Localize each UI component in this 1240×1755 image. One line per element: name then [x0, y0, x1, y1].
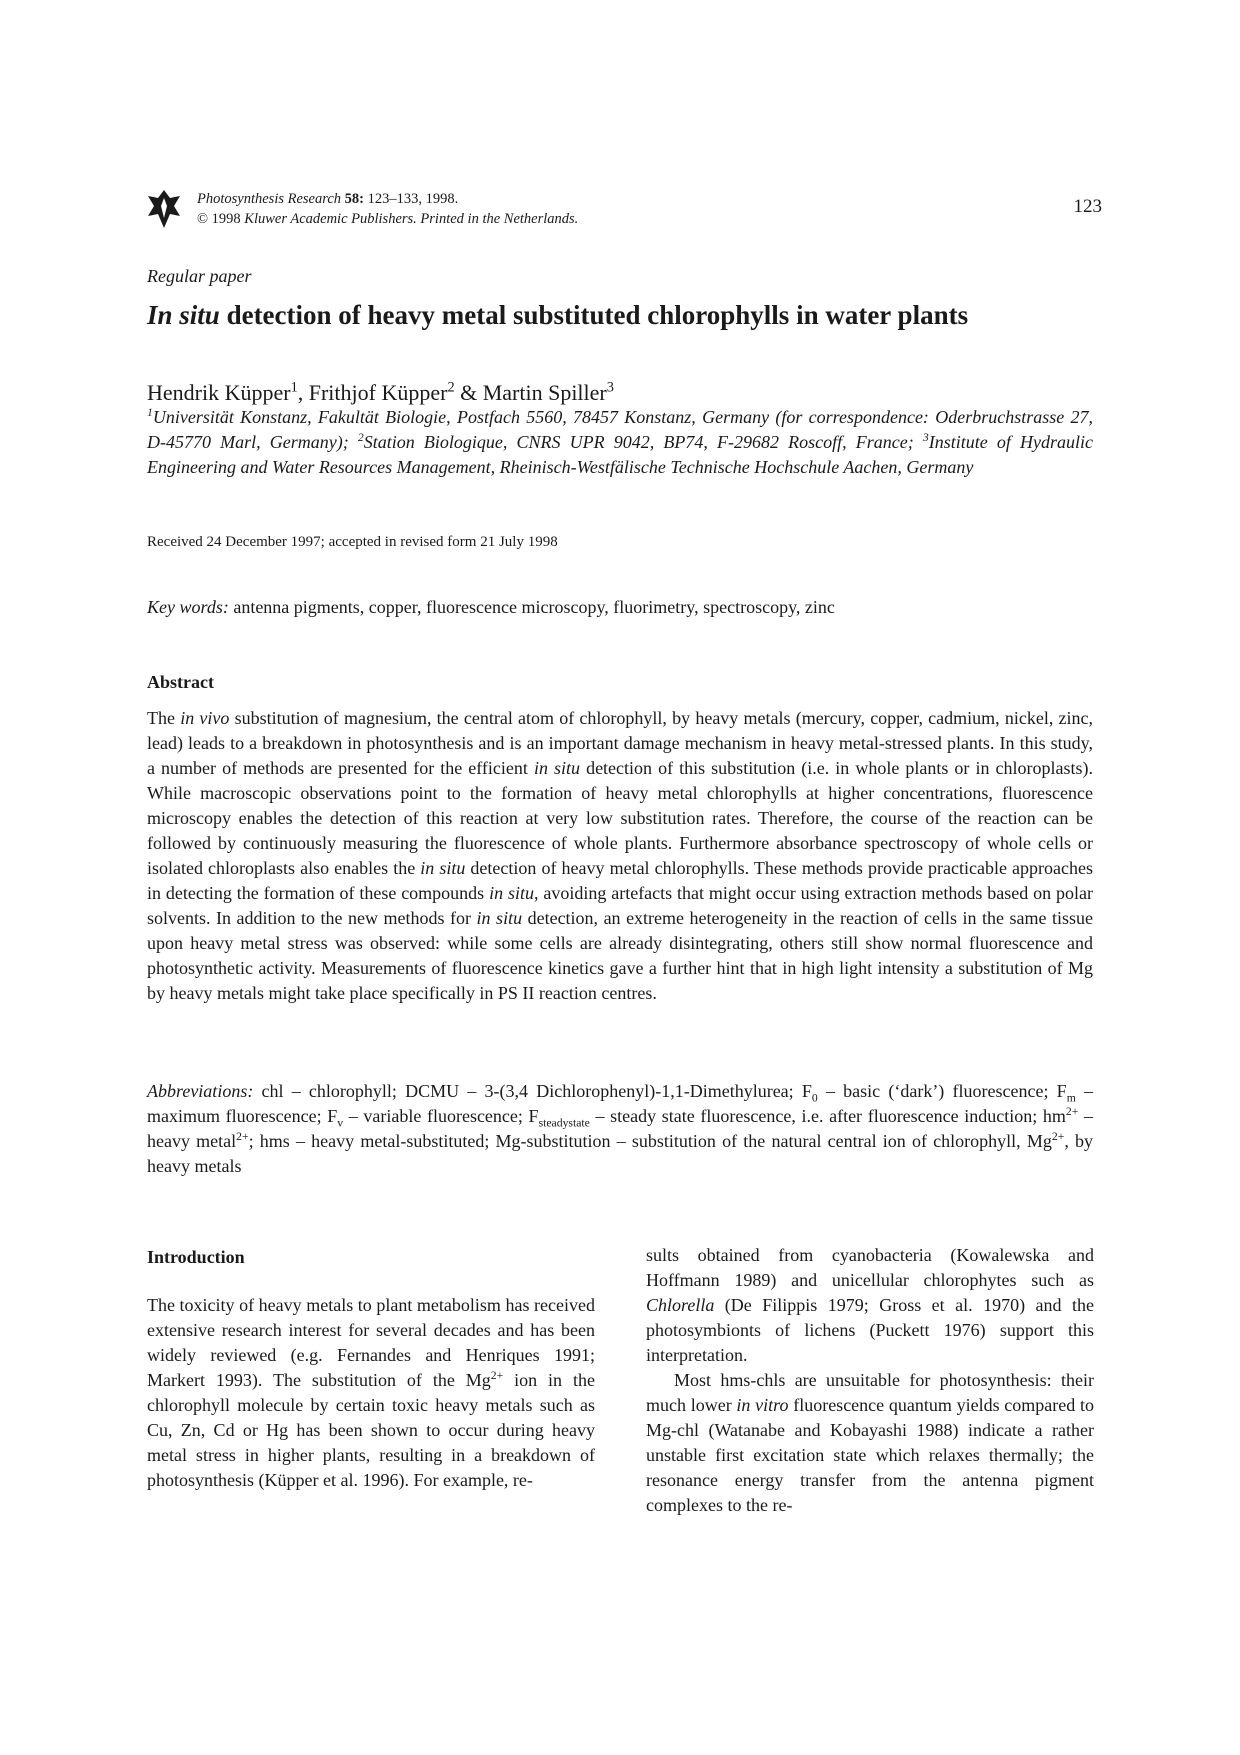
intro-text: ion in the chlorophyll molecule by certain toxic heavy metals such as Cu, Zn, Cd or Hg has been shown to occur during heavy metal stress in higher plants, resulting in a breakdown of photosynthesis (Küpper et al. 1996). For example, re- — [147, 1370, 595, 1490]
introduction-right-column — [646, 1243, 1094, 1518]
abbr-text: – basic (‘dark’) fluorescence; F — [817, 1081, 1067, 1101]
paper-title — [147, 300, 1107, 331]
abbr-sup: 2+ — [1065, 1105, 1079, 1118]
keywords-text: antenna pigments, copper, fluorescence microscopy, fluorimetry, spectroscopy, zinc — [228, 597, 835, 617]
publisher: Kluwer Academic Publishers. — [244, 211, 417, 227]
affil-3-mark: 3 — [922, 431, 929, 444]
intro-italic: Chlorella — [646, 1295, 715, 1315]
author-list — [147, 380, 614, 406]
abbreviations-label: Abbreviations: — [147, 1081, 254, 1101]
intro-sup: 2+ — [490, 1369, 504, 1382]
abstract-italic: in situ — [489, 883, 534, 903]
abbr-sup: 2+ — [1051, 1130, 1065, 1143]
author-2: , Frithjof Küpper — [297, 380, 448, 405]
page-number: 123 — [1073, 196, 1102, 217]
intro-text: fluorescence quantum yields compared to Mg-chl (Watanabe and Kobayashi 1988) indicate a rather unstable first excitation state which relaxes thermally; the resonance energy transfer from the antenna pigment complexes to the re- — [646, 1395, 1094, 1515]
intro-paragraph — [646, 1243, 1094, 1368]
title-italic: In situ — [147, 300, 220, 330]
journal-header — [197, 189, 578, 229]
journal-pages: 123–133, 1998. — [367, 191, 459, 207]
intro-text: Most hms-chls are unsuitable for photosynthesis: their much lower — [646, 1370, 1094, 1415]
abbreviations — [147, 1079, 1093, 1179]
abbr-text: ; hms – heavy metal-substituted; Mg-substitution – substitution of the natural central ion of chlorophyll, Mg — [248, 1131, 1052, 1151]
abbr-text: – maximum fluorescence; F — [147, 1081, 1093, 1126]
abstract-text: The — [147, 708, 181, 728]
abstract-heading: Abstract — [147, 672, 214, 692]
keywords-label: Key words: — [147, 597, 229, 617]
introduction-heading: Introduction — [147, 1247, 245, 1267]
journal-volume: 58: — [344, 191, 364, 207]
intro-text: The toxicity of heavy metals to plant metabolism has received extensive research interest for several decades and has been widely reviewed (e.g. Fernandes and Henriques 1991; Markert 1993). The substitution of the Mg — [147, 1295, 595, 1390]
intro-italic: in vitro — [736, 1395, 789, 1415]
abstract-text: detection of heavy metal chlorophylls. These methods provide practicable approaches in detecting the formation of these compounds — [147, 858, 1093, 903]
journal-name: Photosynthesis Research — [197, 191, 342, 207]
affil-2-mark: 2 — [357, 431, 364, 444]
intro-paragraph — [646, 1368, 1094, 1518]
printed-note: Printed in the Netherlands. — [420, 211, 579, 227]
article-type: Regular paper — [147, 266, 252, 286]
author-3-mark: 3 — [606, 379, 614, 396]
abbr-text: chl – chlorophyll; DCMU – 3-(3,4 Dichlorophenyl)-1,1-Dimethylurea; F — [253, 1081, 812, 1101]
abbr-text: – steady state fluorescence, i.e. after fluorescence induction; hm — [589, 1106, 1066, 1126]
abbr-sub: m — [1066, 1091, 1076, 1105]
introduction-left-column — [147, 1293, 595, 1493]
intro-text: sults obtained from cyanobacteria (Kowalewska and Hoffmann 1989) and unicellular chlorophytes such as — [646, 1245, 1094, 1290]
abstract-text: detection, an extreme heterogeneity in the reaction of cells in the same tissue upon heavy metal stress was observed: while some cells are already disintegrating, others still show normal fluorescence and photosynthetic activity. Measurements of fluorescence kinetics gave a further hint that in high light intensity a substitution of Mg by heavy metals might take place specifically in PS II reaction centres. — [147, 908, 1094, 1003]
abbr-text: – variable fluorescence; F — [343, 1106, 539, 1126]
received-dates: Received 24 December 1997; accepted in revised form 21 July 1998 — [147, 534, 558, 550]
abstract-body — [147, 706, 1093, 1006]
abbr-sub: v — [337, 1116, 344, 1130]
abbr-sub: 0 — [811, 1091, 818, 1105]
publisher-logo-icon — [146, 188, 182, 230]
abbr-sub: steadystate — [538, 1116, 590, 1130]
author-1: Hendrik Küpper — [147, 380, 291, 405]
affil-2: Station Biologique, CNRS UPR 9042, BP74, F-29682 Roscoff, France; — [363, 432, 923, 452]
affil-1: Universität Konstanz, Fakultät Biologie, Postfach 5560, 78457 Konstanz, Germany (for correspondence: Oderbruchstrasse 27, D-45770 Marl, Germany); — [147, 407, 1093, 452]
author-1-mark: 1 — [290, 379, 298, 396]
affil-3: Institute of Hydraulic Engineering and Water Resources Management, Rheinisch-Westfälische Technische Hochschule Aachen, Germany — [147, 432, 1093, 477]
author-2-mark: 2 — [447, 379, 455, 396]
abstract-text: substitution of magnesium, the central atom of chlorophyll, by heavy metals (mercury, copper, cadmium, nickel, zinc, lead) leads to a breakdown in photosynthesis and is an important damage mechanism in heavy metal-stressed plants. In this study, a number of methods are presented for the efficient — [147, 708, 1093, 778]
affil-1-mark: 1 — [147, 406, 153, 419]
keywords — [147, 597, 835, 618]
author-3: & Martin Spiller — [454, 380, 607, 405]
abbr-sup: 2+ — [236, 1130, 249, 1143]
copyright: © 1998 — [197, 211, 241, 227]
abbr-text: – heavy metal — [147, 1106, 1093, 1151]
abstract-text: , avoiding artefacts that might occur using extraction methods based on polar solvents. In addition to the new methods for — [147, 883, 1093, 928]
abstract-italic: in situ — [533, 758, 581, 778]
abstract-italic: in situ — [420, 858, 466, 878]
abstract-italic: in situ — [476, 908, 523, 928]
affiliations — [147, 405, 1093, 480]
abbr-text: , by heavy metals — [147, 1131, 1094, 1176]
intro-text: (De Filippis 1979; Gross et al. 1970) and the photosymbionts of lichens (Puckett 1976) support this interpretation. — [646, 1295, 1094, 1365]
abstract-italic: in vivo — [180, 708, 230, 728]
title-rest: detection of heavy metal substituted chlorophylls in water plants — [219, 300, 969, 330]
abstract-text: detection of this substitution (i.e. in whole plants or in chloroplasts). While macroscopic observations point to the formation of heavy metal chlorophylls at higher concentrations, fluorescence microscopy enables the detection of this reaction at very low substitution rates. Therefore, the course of the reaction can be followed by continuously measuring the fluorescence of whole plants. Furthermore absorbance spectroscopy of whole cells or isolated chloroplasts also enables the — [147, 758, 1093, 878]
